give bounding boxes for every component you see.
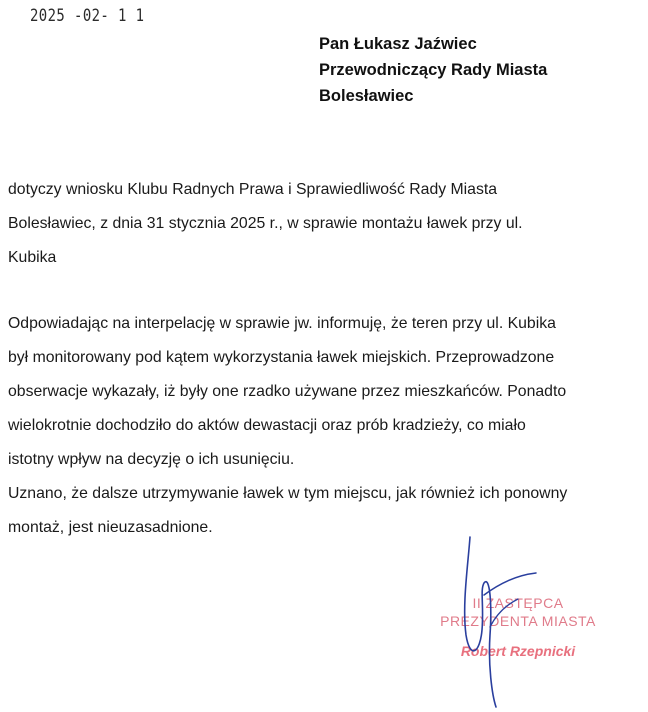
body-line: wielokrotnie dochodziło do aktów dewastacji oraz prób kradzieży, co miało bbox=[8, 417, 526, 434]
subject-line: Kubika bbox=[8, 249, 57, 266]
addressee-name: Pan Łukasz Jaźwiec bbox=[319, 35, 477, 53]
subject-line: dotyczy wniosku Klubu Radnych Prawa i Sprawiedliwość Rady Miasta bbox=[8, 181, 498, 198]
official-stamp bbox=[418, 594, 618, 660]
date-stamp: 2025 -02- 1 1 bbox=[30, 6, 145, 26]
addressee-title: Przewodniczący Rady Miasta bbox=[319, 61, 548, 79]
body-line: Uznano, że dalsze utrzymywanie ławek w tym miejscu, jak również ich ponowny bbox=[8, 485, 568, 502]
subject-paragraph bbox=[8, 173, 640, 275]
stamp-name: Robert Rzepnicki bbox=[460, 643, 576, 659]
body-line: istotny wpływ na decyzję o ich usunięciu. bbox=[8, 451, 295, 468]
subject-line: Bolesławiec, z dnia 31 stycznia 2025 r., w sprawie montażu ławek przy ul. bbox=[8, 215, 523, 232]
addressee-block bbox=[319, 31, 547, 109]
signature-stroke bbox=[484, 573, 536, 595]
stamp-title-line1: II ZASTĘPCA bbox=[472, 595, 564, 611]
body-line: montaż, jest nieuzasadnione. bbox=[8, 519, 213, 536]
addressee-city: Bolesławiec bbox=[319, 87, 414, 105]
stamp-title-line2: PREZYDENTA MIASTA bbox=[440, 613, 596, 629]
body-paragraph bbox=[8, 307, 640, 545]
body-line: obserwacje wykazały, iż były one rzadko używane przez mieszkańców. Ponadto bbox=[8, 383, 567, 400]
body-line: był monitorowany pod kątem wykorzystania ławek miejskich. Przeprowadzone bbox=[8, 349, 555, 366]
body-line: Odpowiadając na interpelację w sprawie jw. informuję, że teren przy ul. Kubika bbox=[8, 315, 556, 332]
